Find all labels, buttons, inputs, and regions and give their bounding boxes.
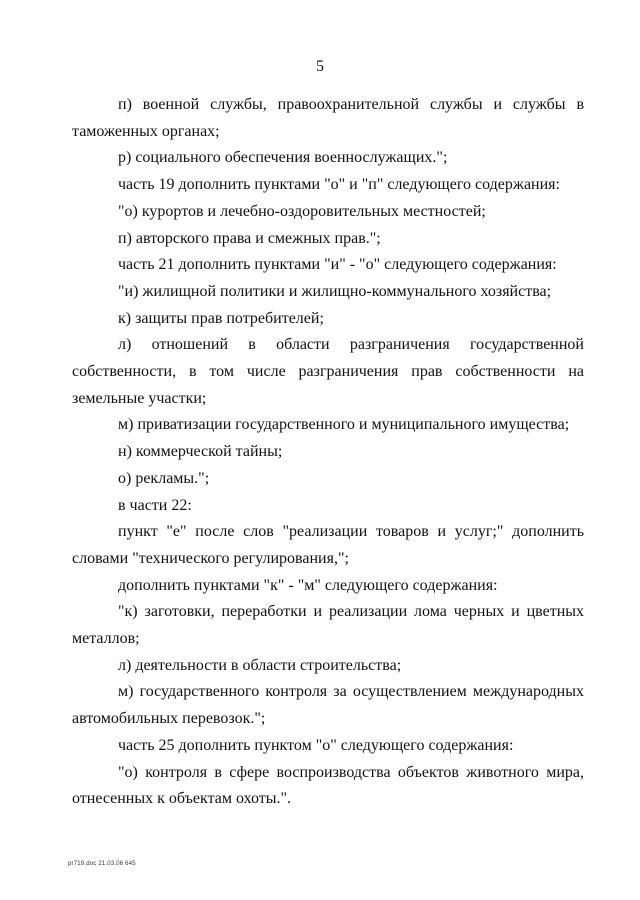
footer-file-info: pr719.doc 21.03.06 645	[68, 861, 136, 867]
paragraph-m-privatization: м) приватизации государственного и муниципального имущества;	[118, 416, 570, 434]
paragraph-k-scrap-metal: "к) заготовки, переработки и реализации лома черных и цветных металлов;	[72, 603, 584, 648]
paragraph-part-19: часть 19 дополнить пунктами "о" и "п" следующего содержания:	[118, 176, 560, 194]
paragraph-item-e: пункт "е" после слов "реализации товаров и услуг;" дополнить словами "технического регулирования,";	[72, 523, 584, 567]
paragraph-l-construction: л) деятельности в области строительства;	[118, 656, 402, 674]
document-body	[72, 92, 584, 813]
paragraph-m-state-control: м) государственного контроля за осуществлением международных автомобильных перевозок.";	[72, 683, 584, 728]
paragraph-add-items-k-m: дополнить пунктами "к" - "м" следующего содержания:	[118, 576, 498, 594]
paragraph-p-military-service: п) военной службы, правоохранительной службы и службы в таможенных органах;	[72, 96, 584, 140]
paragraph-r-social-security: р) социального обеспечения военнослужащих.";	[118, 149, 448, 167]
paragraph-n-trade-secret: н) коммерческой тайны;	[118, 443, 283, 461]
paragraph-p-copyright: п) авторского права и смежных прав.";	[118, 229, 381, 247]
paragraph-part-22: в части 22:	[118, 496, 192, 514]
paragraph-o-resorts: "о) курортов и лечебно-оздоровительных местностей;	[118, 202, 486, 220]
paragraph-part-25: часть 25 дополнить пунктом "о" следующего содержания:	[118, 736, 514, 754]
paragraph-k-consumer-rights: к) защиты прав потребителей;	[118, 309, 324, 327]
paragraph-o-hunting: "о) контроля в сфере воспроизводства объектов животного мира, отнесенных к объектам охоты.".	[72, 763, 584, 808]
paragraph-l-property-division: л) отношений в области разграничения государственной собственности, в том числе разграничения прав собственности на земельные участки;	[72, 336, 584, 407]
paragraph-part-21: часть 21 дополнить пунктами "и" - "о" следующего содержания:	[118, 256, 557, 274]
paragraph-o-advertising: о) рекламы.";	[118, 469, 210, 487]
page-number: 5	[316, 58, 324, 75]
paragraph-i-housing: "и) жилищной политики и жилищно-коммунального хозяйства;	[118, 282, 552, 300]
